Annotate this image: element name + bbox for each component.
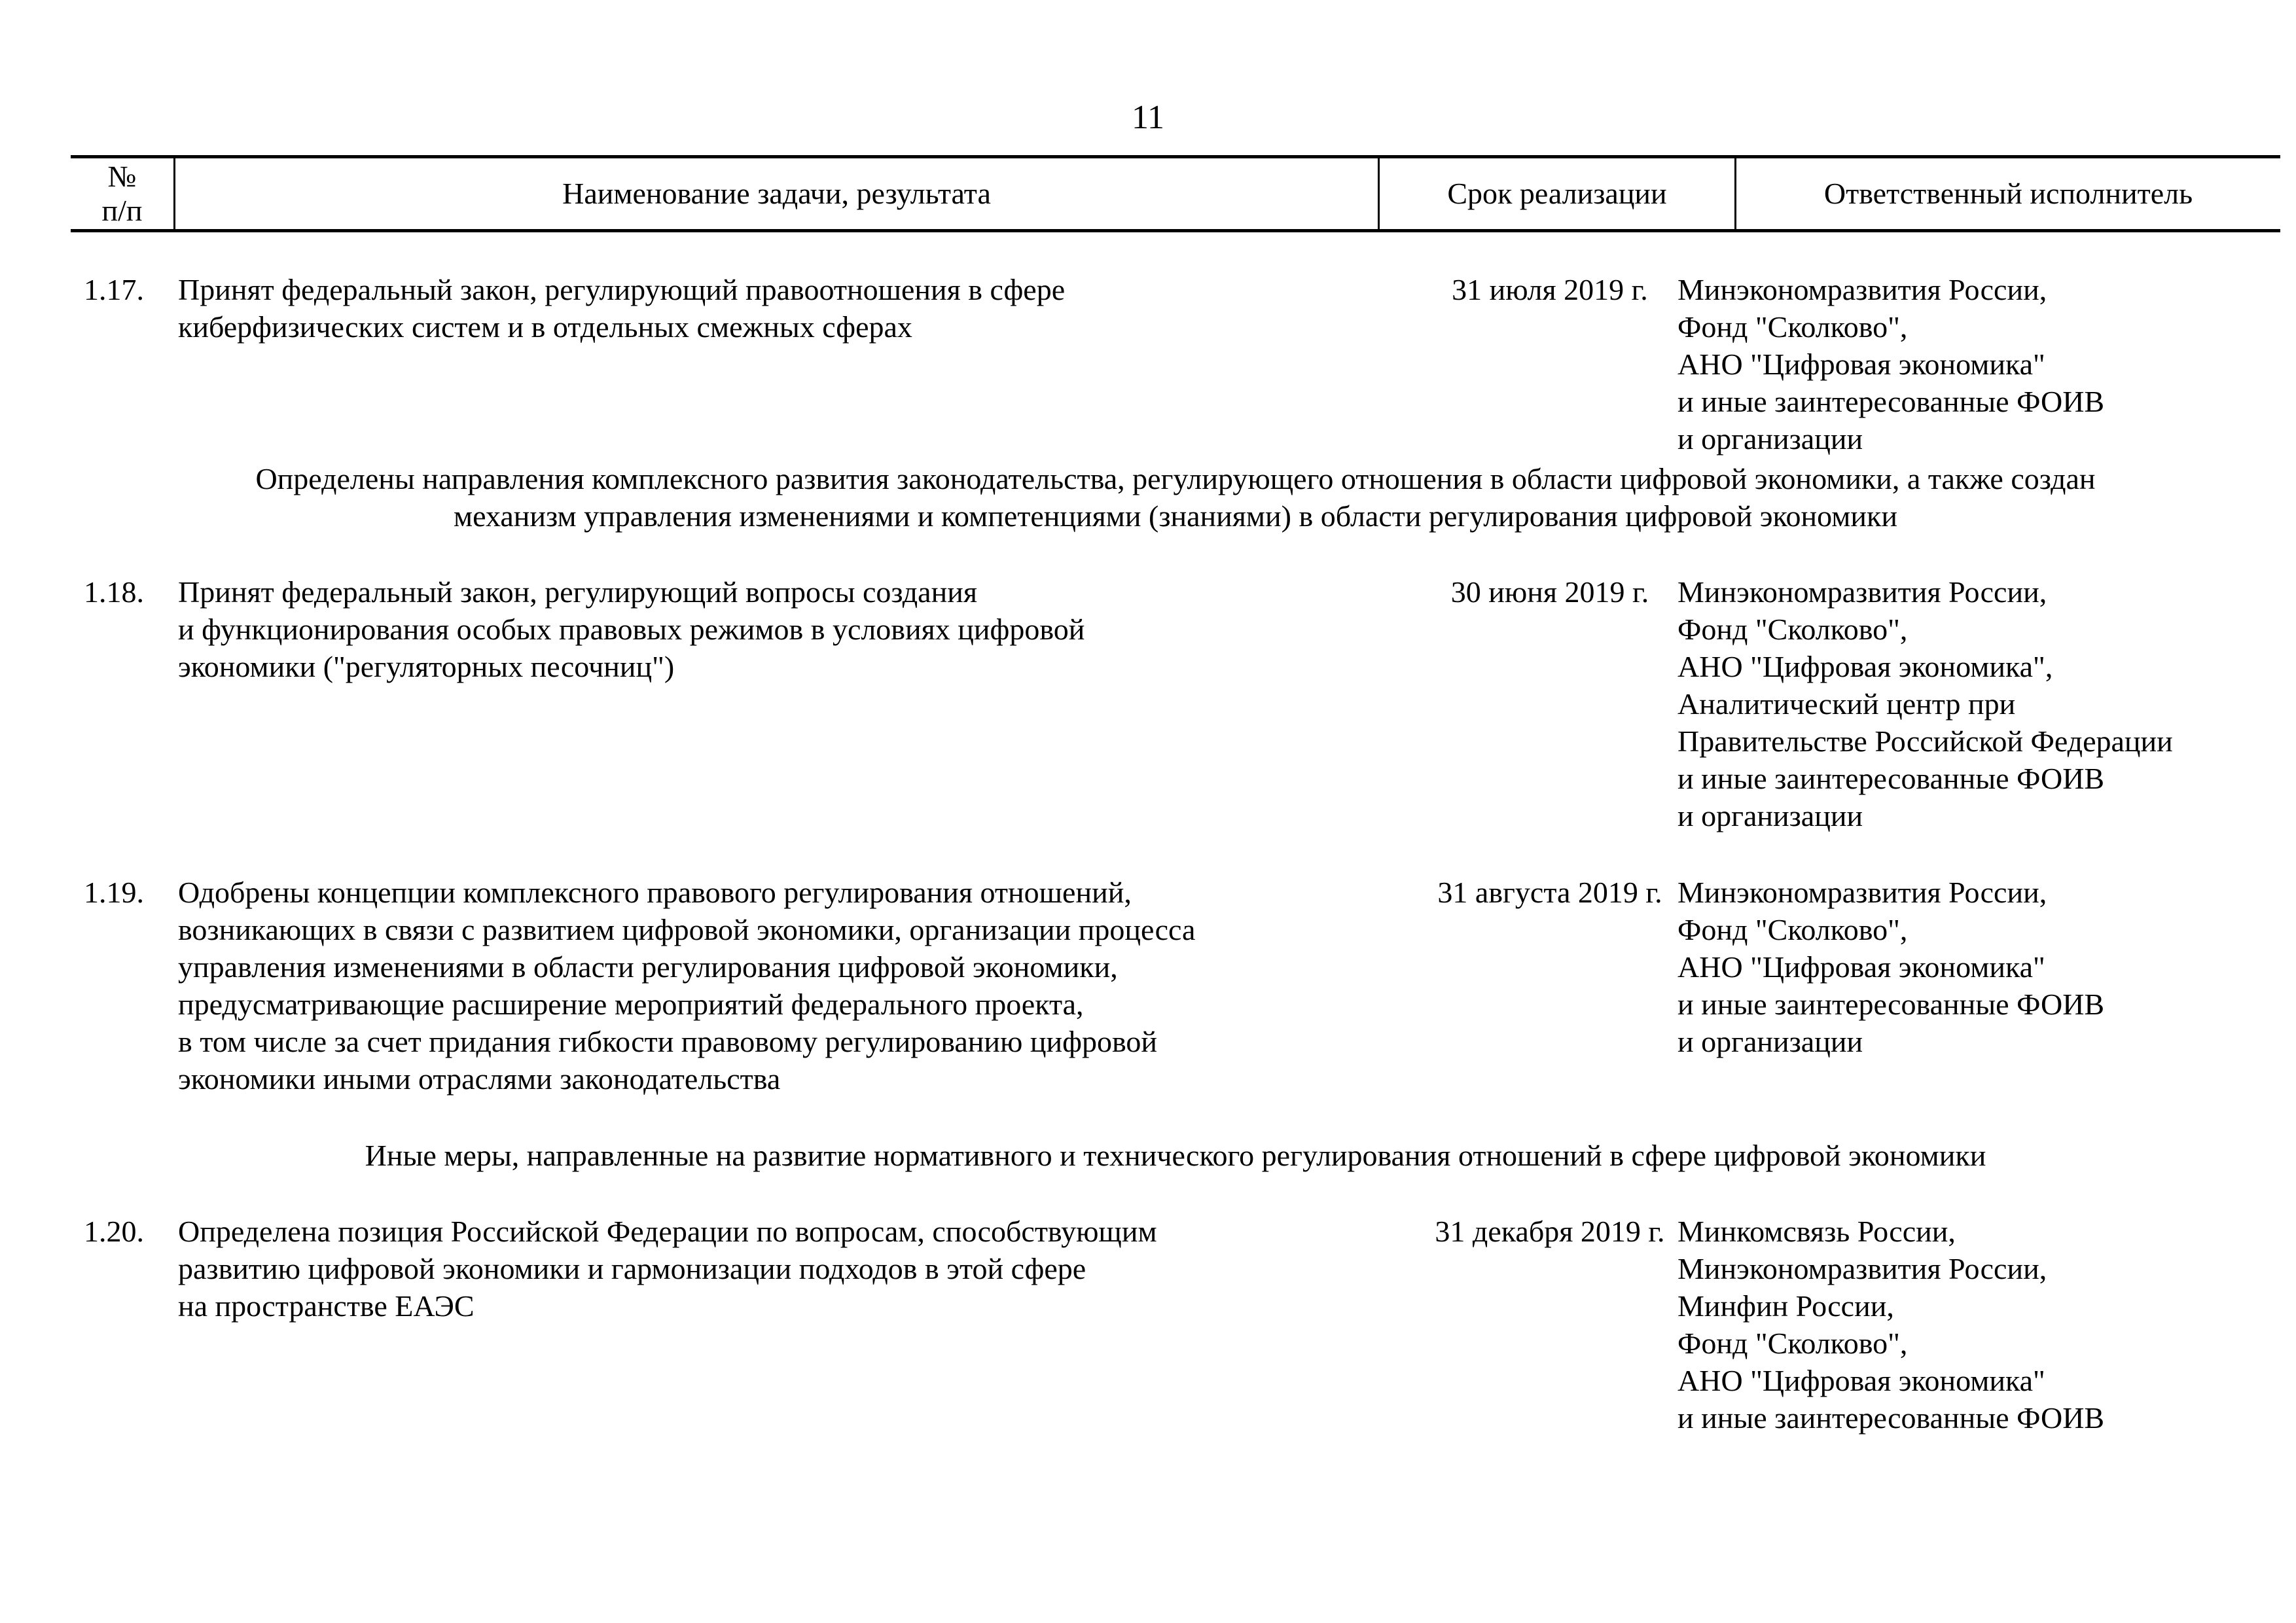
row-task: Принят федеральный закон, регулирующий правоотношения в сфере киберфизических систем и в отдельных смежных сферах bbox=[178, 273, 1066, 344]
header-num-label: п/п bbox=[101, 194, 143, 227]
row-task: Одобрены концепции комплексного правового регулирования отношений, возникающих в связи с развитием цифровой экономики, организации процесса управления изменениями в области регулирования цифровой экономики, предусматривающие расширение мероприятий федерального проекта, в том числе за счет придания гибкости правовому регулированию цифровой экономики иными отраслями законодательства bbox=[178, 876, 1196, 1096]
row-responsible: Минкомсвязь России, Минэкономразвития России, Минфин России, Фонд "Сколково", АНО "Цифровая экономика" и иные заинтересованные ФОИВ bbox=[1677, 1215, 2105, 1435]
header-term: Срок реализации bbox=[1380, 158, 1736, 229]
row-number: 1.19. bbox=[84, 876, 144, 909]
row-task: Определена позиция Российской Федерации по вопросам, способствующим развитию цифровой экономики и гармонизации подходов в этой сфере на пространстве ЕАЭС bbox=[178, 1215, 1157, 1323]
header-num-symbol: № bbox=[107, 160, 137, 193]
row-number: 1.18. bbox=[84, 575, 144, 609]
row-responsible: Минэкономразвития России, Фонд "Сколково", АНО "Цифровая экономика" и иные заинтересованные ФОИВ и организации bbox=[1677, 876, 2105, 1058]
section-heading bbox=[71, 1137, 2280, 1174]
row-date: 31 августа 2019 г. bbox=[1437, 876, 1662, 909]
header-num bbox=[71, 158, 175, 229]
header-responsible: Ответственный исполнитель bbox=[1823, 177, 2193, 210]
row-date: 30 июня 2019 г. bbox=[1450, 575, 1649, 609]
row-task: Принят федеральный закон, регулирующий вопросы создания и функционирования особых правовых режимов в условиях цифровой экономики ("регуляторных песочниц") bbox=[178, 575, 1085, 683]
row-responsible: Минэкономразвития России, Фонд "Сколково", АНО "Цифровая экономика" и иные заинтересованные ФОИВ и организации bbox=[1677, 273, 2105, 455]
row-number: 1.20. bbox=[84, 1215, 144, 1248]
section-heading bbox=[71, 460, 2280, 535]
section-heading-line: Определены направления комплексного развития законодательства, регулирующего отношения в области цифровой экономики, а также создан bbox=[255, 462, 2096, 495]
section-heading-line: механизм управления изменениями и компетенциями (знаниями) в области регулирования цифровой экономики bbox=[454, 499, 1897, 533]
row-date: 31 июля 2019 г. bbox=[1452, 273, 1648, 306]
section-heading-line: Иные меры, направленные на развитие нормативного и технического регулирования отношений в сфере цифровой экономики bbox=[365, 1139, 1986, 1172]
page-number: 11 bbox=[1131, 99, 1165, 136]
header-task-name: Наименование задачи, результата bbox=[175, 158, 1380, 229]
row-number: 1.17. bbox=[84, 273, 144, 306]
row-date: 31 декабря 2019 г. bbox=[1435, 1215, 1665, 1248]
table-header bbox=[71, 155, 2280, 232]
row-responsible: Минэкономразвития России, Фонд "Сколково", АНО "Цифровая экономика", Аналитический центр при Правительстве Российской Федерации и иные заинтересованные ФОИВ и организации bbox=[1677, 575, 2173, 832]
